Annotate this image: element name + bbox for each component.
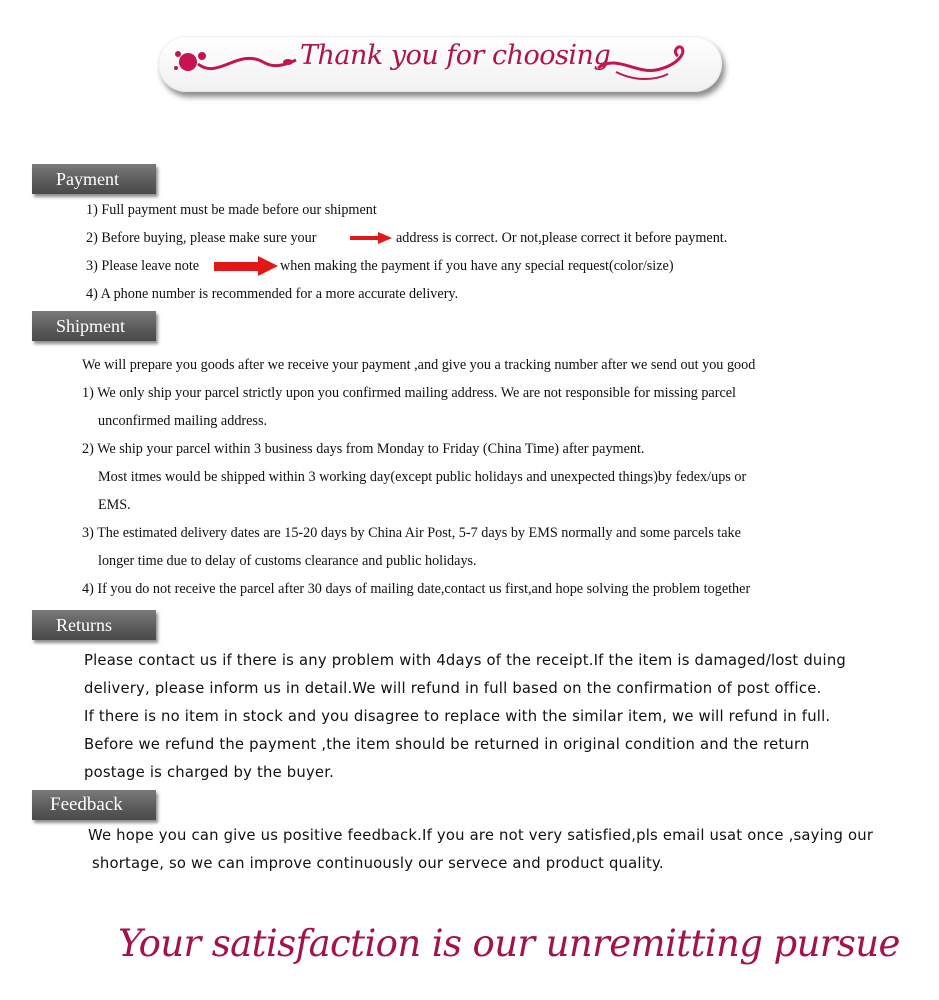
red-arrow-icon bbox=[214, 256, 278, 276]
payment-line: 1) Full payment must be made before our shipment bbox=[86, 202, 377, 218]
banner-title: Thank you for choosing bbox=[300, 40, 611, 71]
payment-line: 3) Please leave note bbox=[86, 258, 200, 274]
shipment-line: 3) The estimated delivery dates are 15-20 days by China Air Post, 5-7 days by EMS normally and some parcels take bbox=[82, 525, 741, 541]
shipment-line: unconfirmed mailing address. bbox=[98, 413, 268, 429]
shipment-line: 1) We only ship your parcel strictly upon you confirmed mailing address. We are not responsible for missing parcel bbox=[82, 385, 736, 401]
returns-line: Please contact us if there is any problem with 4days of the receipt.If the item is damaged/lost duing bbox=[84, 652, 846, 669]
feedback-line: We hope you can give us positive feedback.If you are not very satisfied,pls email usat once ,saying our bbox=[88, 827, 874, 844]
feedback-line: shortage, so we can improve continuously our servece and product quality. bbox=[92, 855, 664, 872]
section-header-feedback: Feedback bbox=[32, 790, 156, 820]
swirl-ornament-icon bbox=[596, 44, 696, 84]
section-header-shipment: Shipment bbox=[32, 311, 156, 341]
returns-line: If there is no item in stock and you disagree to replace with the similar item, we will refund in full. bbox=[84, 708, 831, 725]
shipment-line: EMS. bbox=[98, 497, 131, 513]
swirl-ornament-icon bbox=[168, 40, 298, 80]
shipment-line: We will prepare you goods after we receive your payment ,and give you a tracking number after we send out you good bbox=[82, 357, 756, 373]
shipment-line: longer time due to delay of customs clearance and public holidays. bbox=[98, 553, 477, 569]
returns-line: delivery, please inform us in detail.We will refund in full based on the confirmation of post office. bbox=[84, 680, 822, 697]
shipment-line: Most itmes would be shipped within 3 working day(except public holidays and unexpected things)by fedex/ups or bbox=[98, 469, 747, 485]
shipment-line: 4) If you do not receive the parcel after 30 days of mailing date,contact us first,and hope solving the problem together bbox=[82, 581, 751, 597]
section-header-payment: Payment bbox=[32, 164, 156, 194]
payment-line: 2) Before buying, please make sure your bbox=[86, 230, 317, 246]
footer-slogan: Your satisfaction is our unremitting pursue bbox=[118, 922, 900, 965]
returns-line: Before we refund the payment ,the item should be returned in original condition and the return bbox=[84, 736, 810, 753]
payment-line: 4) A phone number is recommended for a more accurate delivery. bbox=[86, 286, 459, 302]
section-header-returns: Returns bbox=[32, 610, 156, 640]
returns-line: postage is charged by the buyer. bbox=[84, 764, 335, 781]
shipment-line: 2) We ship your parcel within 3 business days from Monday to Friday (China Time) after payment. bbox=[82, 441, 645, 457]
payment-line: when making the payment if you have any special request(color/size) bbox=[280, 258, 674, 274]
red-arrow-icon bbox=[350, 232, 392, 244]
payment-line: address is correct. Or not,please correct it before payment. bbox=[396, 230, 728, 246]
